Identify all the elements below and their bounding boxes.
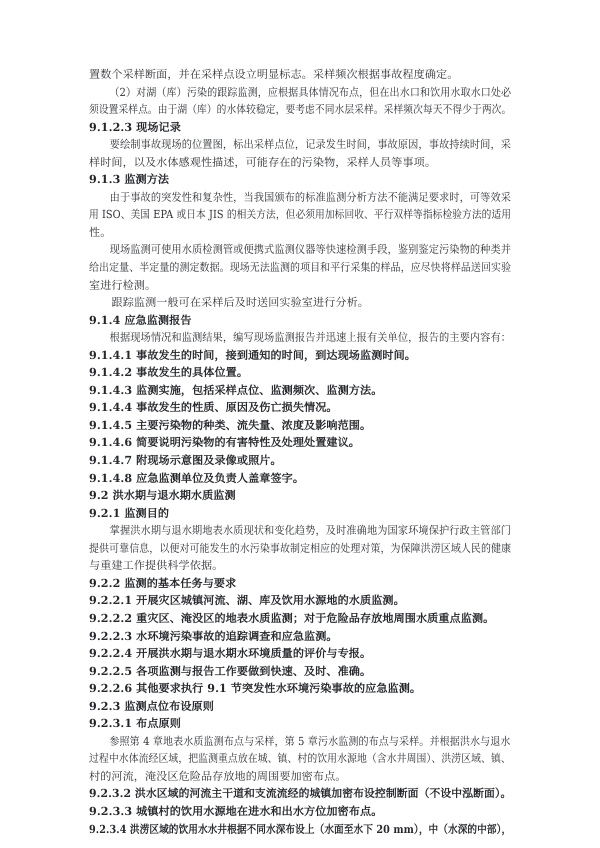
numbered-item-line: 9.2.3.4 洪涝区域的饮用水水井根据不同水深布设上（水面至水下 20 mm），中（水深的中部）， — [89, 822, 512, 836]
numbered-item-line: 9.1.4.2 事故发生的具体位置。 — [89, 366, 249, 380]
section-heading-line: 9.2.1 监测目的 — [89, 506, 170, 520]
body-text-line: 性。 — [89, 225, 112, 239]
numbered-item-line: 9.1.4.4 事故发生的性质、原因及伤亡损失情况。 — [89, 401, 338, 415]
numbered-item-line: 9.1.4.1 事故发生的时间，接到通知的时间，到达现场监测时间。 — [89, 348, 416, 362]
numbered-item-line: 9.2.2.6 其他要求执行 9.1 节突发性水环境污染事故的应急监测。 — [89, 682, 422, 696]
body-text-line: 由于事故的突发性和复杂性，当我国颁布的标准监测分析方法不能满足要求时，可等效采 — [109, 190, 512, 204]
body-text-line: 掌握洪水期与退水期地表水质现状和变化趋势，及时准确地为国家环境保护行政主管部门 — [109, 524, 512, 538]
body-text-line: 与重建工作提供科学依据。 — [89, 559, 224, 573]
numbered-item-line: 9.2.2.5 各项监测与报告工作要做到快速、及时、准确。 — [89, 664, 372, 678]
body-text-line: 提供可靠信息，以便对可能发生的水污染事故制定相应的处理对策，为保障洪涝区域人民的健康 — [89, 541, 512, 555]
numbered-item-line: 9.2.2.4 开展洪水期与退水期水环境质量的评价与专报。 — [89, 647, 372, 661]
numbered-item-line: 9.2.3.2 洪水区域的河流主干道和支流流经的城镇加密布设控制断面（不设中泓断面）。 — [89, 787, 512, 801]
body-text-line: 现场监测可使用水质检测管或便携式监测仪器等快速检测手段，鉴别鉴定污染物的种类并 — [109, 243, 512, 257]
body-text-line: 过程中水体流经区域，把监测重点放在城、镇、村的饮用水源地（含水井周围）、洪涝区域、镇、 — [89, 752, 511, 766]
section-heading-line: 9.2.2 监测的基本任务与要求 — [89, 576, 237, 590]
section-heading-line: 9.2.3.1 布点原则 — [89, 717, 181, 731]
body-text-line: 须设置采样点。由于湖（库）的水体较稳定，要考虑不同水层采样。采样频次每天不得少于两次。 — [89, 103, 512, 117]
numbered-item-line: 9.1.4.6 简要说明污染物的有害特性及处理处置建议。 — [89, 436, 361, 450]
body-text-line: 用 ISO、美国 EPA 或日本 JIS 的相关方法，但必须用加标回收、平行双样等指标检验方法的适用 — [89, 208, 512, 222]
section-heading-line: 9.1.4 应急监测报告 — [89, 313, 192, 327]
section-heading-line: 9.1.3 监测方法 — [89, 173, 170, 187]
numbered-item-line: 9.1.4.8 应急监测单位及负责人盖章签字。 — [89, 471, 305, 485]
body-text-line: 村的河流，淹没区危险品存放地的周围要加密布点。 — [89, 769, 347, 783]
body-text-line: 要绘制事故现场的位置图，标出采样点位，记录发生时间，事故原因，事故持续时间，采 — [109, 138, 512, 152]
body-text-line: 给出定量、半定量的测定数据。现场无法监测的项目和平行采集的样品，应尽快将样品送回实验 — [89, 261, 512, 275]
body-text-line: 根据现场情况和监测结果，编写现场监测报告并迅速上报有关单位，报告的主要内容有： — [109, 331, 512, 345]
numbered-item-line: 9.2.2.1 开展灾区城镇河流、湖、库及饮用水源地的水质监测。 — [89, 594, 405, 608]
body-text-line: 室进行检测。 — [89, 278, 157, 292]
section-heading-line: 9.1.2.3 现场记录 — [89, 120, 181, 134]
section-heading-line: 9.2.3 监测点位布设原则 — [89, 699, 214, 713]
numbered-item-line: 9.1.4.5 主要污染物的种类、流失量、浓度及影响范围。 — [89, 418, 372, 432]
numbered-item-line: 9.1.4.7 附现场示意图及录像或照片。 — [89, 454, 282, 468]
body-text-line: 置数个采样断面，并在采样点设立明显标志。采样频次根据事故程度确定。 — [89, 68, 459, 81]
numbered-item-line: 9.1.4.3 监测实施，包括采样点位、监测频次、监测方法。 — [89, 383, 383, 397]
body-text-line: 参照第 4 章地表水质监测布点与采样，第 5 章污水监测的布点与采样。并根据洪水与退水 — [109, 734, 511, 748]
numbered-item-line: 9.2.2.3 水环境污染事故的追踪调查和应急监测。 — [89, 629, 338, 643]
numbered-item-line: 9.2.2.2 重灾区、淹没区的地表水质监测；对于危险品存放地周围水质重点监测。 — [89, 611, 495, 625]
body-text-line: （2）对湖（库）污染的跟踪监测，应根据具体情况布点，但在出水口和饮用水取水口处必 — [109, 85, 512, 99]
numbered-item-line: 9.2.3.3 城镇村的饮用水源地在进水和出水方位加密布点。 — [89, 804, 383, 818]
body-text-line: 样时间，以及水体感观性描述，可能存在的污染物，采样人员等事项。 — [89, 155, 437, 169]
body-text-line: 跟踪监测一般可在采样后及时送回实验室进行分析。 — [111, 296, 369, 310]
section-heading-line: 9.2 洪水期与退水期水质监测 — [89, 489, 236, 503]
document-text-body — [89, 66, 511, 838]
